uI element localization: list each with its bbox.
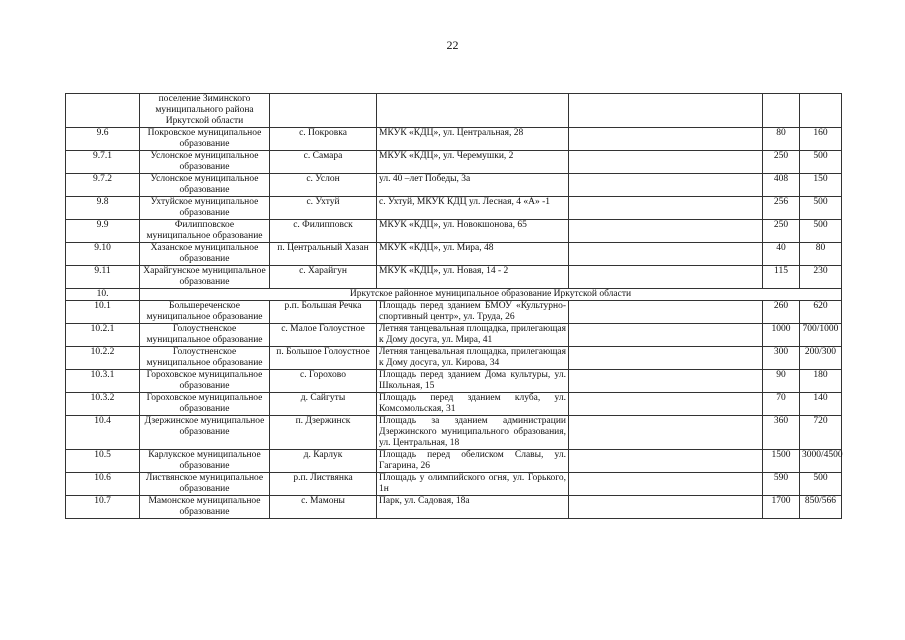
page-number: 22	[446, 38, 459, 52]
municipality-name: Харайгунское муниципальное образование	[140, 266, 270, 289]
table-row	[66, 324, 842, 347]
venue-address: Летняя танцевальная площадка, прилегающая к Дому досуга, ул. Кирова, 34	[377, 347, 569, 370]
venue-address: Площадь перед зданием БМОУ «Культурно-спортивный центр», ул. Труда, 26	[377, 301, 569, 324]
table-body	[66, 94, 842, 519]
table-row	[66, 370, 842, 393]
extra-cell	[569, 324, 763, 347]
value-a: 260	[763, 301, 800, 324]
value-b: 150	[800, 174, 842, 197]
settlement: с. Малое Голоустное	[270, 324, 377, 347]
venue-address: МКУК «КДЦ», ул. Центральная, 28	[377, 128, 569, 151]
table-row	[66, 174, 842, 197]
municipality-name: Услонское муниципальное образование	[140, 174, 270, 197]
table-row	[66, 197, 842, 220]
value-b: 160	[800, 128, 842, 151]
table-row	[66, 416, 842, 450]
value-a: 1500	[763, 450, 800, 473]
value-b: 230	[800, 266, 842, 289]
municipality-name: Листвянское муниципальное образование	[140, 473, 270, 496]
settlement: с. Услон	[270, 174, 377, 197]
extra-cell	[569, 94, 763, 128]
value-a: 590	[763, 473, 800, 496]
table-row	[66, 243, 842, 266]
value-b: 850/566	[800, 496, 842, 519]
extra-cell	[569, 347, 763, 370]
municipality-name: Покровское муниципальное образование	[140, 128, 270, 151]
table-row	[66, 393, 842, 416]
extra-cell	[569, 416, 763, 450]
venue-address	[377, 94, 569, 128]
settlement: с. Горохово	[270, 370, 377, 393]
table-row	[66, 496, 842, 519]
municipality-name: Гороховское муниципальное образование	[140, 370, 270, 393]
municipality-name: Услонское муниципальное образование	[140, 151, 270, 174]
venue-address: МКУК «КДЦ», ул. Новая, 14 - 2	[377, 266, 569, 289]
settlement: п. Центральный Хазан	[270, 243, 377, 266]
extra-cell	[569, 450, 763, 473]
venue-address: Площадь у олимпийского огня, ул. Горького, 1н	[377, 473, 569, 496]
section-title: Иркутское районное муниципальное образование Иркутской области	[140, 289, 842, 301]
settlement: с. Харайгун	[270, 266, 377, 289]
row-number: 10.5	[66, 450, 140, 473]
value-a: 300	[763, 347, 800, 370]
value-b: 700/1000	[800, 324, 842, 347]
settlement: п. Большое Голоустное	[270, 347, 377, 370]
value-a: 80	[763, 128, 800, 151]
venue-address: МКУК «КДЦ», ул. Новокшонова, 65	[377, 220, 569, 243]
row-number: 10.2.2	[66, 347, 140, 370]
settlement: с. Покровка	[270, 128, 377, 151]
settlement: п. Дзержинск	[270, 416, 377, 450]
extra-cell	[569, 496, 763, 519]
venue-address: МКУК «КДЦ», ул. Мира, 48	[377, 243, 569, 266]
extra-cell	[569, 266, 763, 289]
row-number: 10.2.1	[66, 324, 140, 347]
value-a: 250	[763, 220, 800, 243]
settlement: р.п. Листвянка	[270, 473, 377, 496]
municipality-name: Филипповское муниципальное образование	[140, 220, 270, 243]
row-number: 10.1	[66, 301, 140, 324]
extra-cell	[569, 473, 763, 496]
municipality-name: поселение Зиминского муниципального района Иркутской области	[140, 94, 270, 128]
municipality-name: Ухтуйское муниципальное образование	[140, 197, 270, 220]
venue-address: Площадь перед зданием клуба, ул. Комсомольская, 31	[377, 393, 569, 416]
sites-table	[65, 93, 842, 519]
value-b: 140	[800, 393, 842, 416]
venue-address: Площадь перед зданием Дома культуры, ул. Школьная, 15	[377, 370, 569, 393]
venue-address: ул. 40 –лет Победы, 3а	[377, 174, 569, 197]
value-b: 500	[800, 151, 842, 174]
settlement: д. Сайгуты	[270, 393, 377, 416]
settlement: с. Самара	[270, 151, 377, 174]
extra-cell	[569, 393, 763, 416]
value-a: 256	[763, 197, 800, 220]
value-b	[800, 94, 842, 128]
table-row	[66, 266, 842, 289]
value-a: 250	[763, 151, 800, 174]
row-number: 9.9	[66, 220, 140, 243]
extra-cell	[569, 151, 763, 174]
settlement: с. Филипповск	[270, 220, 377, 243]
settlement: р.п. Большая Речка	[270, 301, 377, 324]
row-number: 10.7	[66, 496, 140, 519]
settlement: с. Мамоны	[270, 496, 377, 519]
table-row	[66, 473, 842, 496]
value-a: 40	[763, 243, 800, 266]
municipality-name: Гороховское муниципальное образование	[140, 393, 270, 416]
venue-address: Площадь перед обелиском Славы, ул. Гагарина, 26	[377, 450, 569, 473]
table-row	[66, 151, 842, 174]
extra-cell	[569, 301, 763, 324]
extra-cell	[569, 197, 763, 220]
section-row	[66, 289, 842, 301]
value-b: 500	[800, 473, 842, 496]
settlement: д. Карлук	[270, 450, 377, 473]
value-b: 720	[800, 416, 842, 450]
row-number: 10.3.2	[66, 393, 140, 416]
extra-cell	[569, 220, 763, 243]
value-b: 80	[800, 243, 842, 266]
row-number: 10.	[66, 289, 140, 301]
extra-cell	[569, 243, 763, 266]
row-number: 9.10	[66, 243, 140, 266]
table-row	[66, 128, 842, 151]
row-number	[66, 94, 140, 128]
venue-address: МКУК «КДЦ», ул. Черемушки, 2	[377, 151, 569, 174]
municipality-name: Голоустненское муниципальное образование	[140, 347, 270, 370]
row-number: 9.8	[66, 197, 140, 220]
municipality-name: Дзержинское муниципальное образование	[140, 416, 270, 450]
value-b: 500	[800, 197, 842, 220]
venue-address: Летняя танцевальная площадка, прилегающая к Дому досуга, ул. Мира, 41	[377, 324, 569, 347]
value-a: 90	[763, 370, 800, 393]
municipality-name: Большереченское муниципальное образование	[140, 301, 270, 324]
value-a: 408	[763, 174, 800, 197]
row-number: 9.11	[66, 266, 140, 289]
row-number: 9.6	[66, 128, 140, 151]
municipality-name: Карлукское муниципальное образование	[140, 450, 270, 473]
municipality-name: Хазанское муниципальное образование	[140, 243, 270, 266]
value-a: 1000	[763, 324, 800, 347]
value-b: 3000/4500	[800, 450, 842, 473]
row-number: 10.3.1	[66, 370, 140, 393]
municipality-name: Голоустненское муниципальное образование	[140, 324, 270, 347]
municipality-name: Мамонское муниципальное образование	[140, 496, 270, 519]
extra-cell	[569, 370, 763, 393]
value-b: 500	[800, 220, 842, 243]
table-row	[66, 450, 842, 473]
table-row	[66, 301, 842, 324]
venue-address: Площадь за зданием администрации Дзержинского муниципального образования, ул. Центральная, 18	[377, 416, 569, 450]
venue-address: Парк, ул. Садовая, 18а	[377, 496, 569, 519]
settlement: с. Ухтуй	[270, 197, 377, 220]
value-a: 115	[763, 266, 800, 289]
value-b: 200/300	[800, 347, 842, 370]
row-number: 10.6	[66, 473, 140, 496]
value-a	[763, 94, 800, 128]
value-a: 360	[763, 416, 800, 450]
settlement	[270, 94, 377, 128]
extra-cell	[569, 174, 763, 197]
table-row	[66, 347, 842, 370]
value-b: 620	[800, 301, 842, 324]
table-row	[66, 94, 842, 128]
row-number: 9.7.1	[66, 151, 140, 174]
value-b: 180	[800, 370, 842, 393]
value-a: 70	[763, 393, 800, 416]
value-a: 1700	[763, 496, 800, 519]
extra-cell	[569, 128, 763, 151]
row-number: 10.4	[66, 416, 140, 450]
venue-address: с. Ухтуй, МКУК КДЦ ул. Лесная, 4 «А» -1	[377, 197, 569, 220]
table-row	[66, 220, 842, 243]
row-number: 9.7.2	[66, 174, 140, 197]
